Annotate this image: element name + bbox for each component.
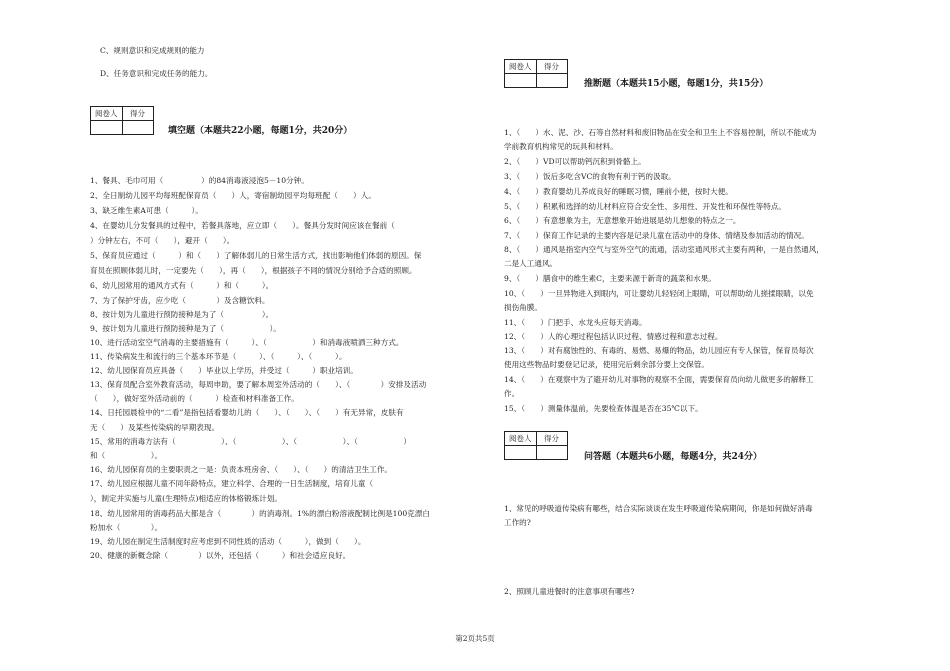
judge-question-line: 学前教育机构常见的玩具和材料。: [504, 142, 618, 151]
score-label: 得分: [122, 107, 153, 121]
score-cell[interactable]: [536, 446, 567, 460]
judge-question-line: 10、（ ）一旦异物进入到眼内，可让婴幼儿轻轻闭上眼睛，可以帮助幼儿搓揉眼睛，以免: [504, 289, 814, 298]
fill-question-line: 无（ ）及某些传染病的早期表现。: [90, 423, 220, 432]
fill-question-line: 20、健康的新概念除（ ）以外，还包括（ ）和社会适应良好。: [90, 551, 351, 560]
fill-question-line: 和（ ）。: [90, 451, 163, 460]
fill-question-line: 育员在照顾体弱儿时，一定要先（ ），再（ ），根据孩子不同的情况分别给予合适的照顾。: [90, 266, 417, 275]
score-cell[interactable]: [122, 121, 153, 135]
fill-question-line: （ ），做好室外活动前的（ ）检查和材料准备工作。: [90, 394, 299, 403]
fill-question-line: 4、在婴幼儿分发餐具的过程中，若餐具落地，应立即（ ）。餐具分发时间应该在餐前（: [90, 221, 395, 230]
qa-question-2: 2、照顾儿童进餐时的注意事项有哪些?: [504, 587, 635, 596]
score-label: 得分: [536, 60, 567, 74]
judge-question-line: 损伤角膜。: [504, 303, 542, 312]
fill-question-line: 15、常用的消毒方法有（ ）、（ ）、（ ）、（ ）: [90, 437, 411, 446]
fill-question-line: 1、餐具、毛巾可用（ ）的84消毒液浸泡5－10分钟。: [90, 176, 309, 185]
fill-question-line: 10、进行活动室空气消毒的主要措施有（ ）、（ ）和消毒液喷洒三种方式。: [90, 338, 404, 347]
fill-question-line: 13、保育员配合室外教育活动，每周申助，要了解本周室外活动的（ ）、（ ）安排及活动: [90, 380, 427, 389]
judge-question-line: 3、（ ）饭后多吃含VC的食物有利于钙的汲取。: [504, 172, 676, 181]
reviewer-cell[interactable]: [505, 446, 537, 460]
reviewer-cell[interactable]: [91, 121, 123, 135]
reviewer-cell[interactable]: [505, 74, 537, 88]
fill-question-line: 3、缺乏维生素A可患（ ）。: [90, 206, 203, 215]
qa-question-1-line-1: 1、常见的呼吸道传染病有哪些，结合实际谈谈在发生呼吸道传染病期间，你是如何做好消毒: [504, 504, 813, 513]
option-c: C、规则意识和完成规则的能力: [100, 46, 205, 55]
judge-question-line: 使用这些物品时要登记记录，使用完后剩余部分要上交保管。: [504, 360, 710, 369]
fill-question-line: 17、幼儿园应根据儿童不同年龄特点，建立科学、合理的一日生活制度，培育儿童（: [90, 479, 374, 488]
qa-score-table: [504, 431, 568, 460]
page-footer: 第2页共5页: [455, 634, 495, 643]
fill-question-line: 19、幼儿园在制定生活制度时应考虑到不同性质的活动（ ），做到（ ）。: [90, 537, 366, 546]
judge-question-line: 2、（ ）VD可以帮助钙沉积到骨骼上。: [504, 157, 646, 166]
qa-section-heading: 问答题（本题共6小题，每题4分，共24分）: [584, 452, 763, 462]
fill-question-line: 7、为了保护牙齿，应少吃（ ）及含糖饮料。: [90, 296, 270, 305]
fill-question-line: 9、按计划为儿童进行预防接种是为了（ ）。: [90, 324, 281, 333]
judge-question-line: 12、（ ）人的心理过程包括认识过程、情感过程和意志过程。: [504, 332, 723, 341]
fill-question-line: 5、保育员应通过（ ）和（ ）了解体弱儿的日常生活方式，找出影响他们体弱的原因。保: [90, 251, 422, 260]
reviewer-label: 阅卷人: [91, 107, 123, 121]
judge-question-line: 二是人工通风。: [504, 259, 558, 268]
fill-question-line: 16、幼儿园保育员的主要职责之一是：负责本班房舍、（ ）、（ ）的清洁卫生工作。: [90, 465, 393, 474]
score-label: 得分: [536, 432, 567, 446]
reviewer-label: 阅卷人: [505, 432, 537, 446]
judge-question-line: 15、（ ）测量体温前，先要检查体温是否在35℃以下。: [504, 404, 703, 413]
judge-question-line: 4、（ ）教育婴幼儿养成良好的睡眠习惯，睡前小便，按时大便。: [504, 187, 733, 196]
fill-question-line: 18、幼儿园常用的消毒药品大都是含（ ）的消毒剂。1%的漂白粉溶液配制比例是100克漂白: [90, 509, 430, 518]
fill-question-line: ），制定并实施与儿童(生理特点)相适应的体格锻炼计划。: [90, 494, 282, 503]
judge-question-line: 7、（ ）保育工作记录的主要内容是记录儿童在活动中的身体、情绪及参加活动的情况。: [504, 231, 809, 240]
qa-question-1-line-2: 工作的?: [504, 518, 531, 527]
judge-question-line: 11、（ ）门把手、水龙头应每天消毒。: [504, 318, 647, 327]
reviewer-label: 阅卷人: [505, 60, 537, 74]
judge-question-line: 14、（ ）在观察中为了避开幼儿对事物的观察不全面，需要保育员向幼儿做更多的解释工: [504, 375, 814, 384]
fill-question-line: 11、传染病发生和流行的三个基本环节是（ ）、（ ）、（ ）。: [90, 352, 347, 361]
judge-section-heading: 推断题（本题共15小题，每题1分，共15分）: [584, 79, 769, 89]
fill-question-line: 8、按计划为儿童进行预防接种是为了（ ）。: [90, 310, 274, 319]
judge-question-line: 作。: [504, 389, 520, 398]
judge-question-line: 9、（ ）膳食中的维生素C，主要来源于新奇的蔬菜和水果。: [504, 274, 716, 283]
fill-question-line: 12、幼儿园保育员应具备（ ）毕业以上学历，并受过（ ）职业培训。: [90, 366, 358, 375]
fill-question-line: ）分钟左右，不可（ ），避开（ ）。: [90, 236, 235, 245]
fill-score-table: [90, 106, 154, 135]
fill-question-line: 6、幼儿园常用的通风方式有（ ）和（ ）。: [90, 281, 274, 290]
fill-question-line: 2、全日制幼儿园平均每班配保育员（ ）人，寄宿制幼园平均每班配（ ）人。: [90, 191, 376, 200]
score-cell[interactable]: [536, 74, 567, 88]
judge-question-line: 8、（ ）通风是指室内空气与室外空气的流通，活动室通风形式主要有两种，一是自然通风，: [504, 245, 824, 254]
judge-question-line: 1、（ ）水、泥、沙、石等自然材料和废旧物品在安全和卫生上不容易控制，所以不能成为: [504, 128, 817, 137]
judge-question-line: 6、（ ）有意想象为主，无意想象开始进展是幼儿想象的特点之一。: [504, 216, 741, 225]
fill-section-heading: 填空题（本题共22小题，每题1分，共20分）: [168, 126, 353, 136]
fill-question-line: 14、日托园晨检中的“二看”是指包括看婴幼儿的（ ）、（ ）、（ ）有无异常，皮肤有: [90, 408, 404, 417]
judge-question-line: 5、（ ）积累和选择的幼儿材料应符合安全性、多用性、开发性和环保性等特点。: [504, 202, 786, 211]
fill-question-line: 粉加水（ ）。: [90, 523, 163, 532]
option-d: D、任务意识和完成任务的能力。: [100, 69, 213, 78]
judge-score-table: [504, 59, 568, 88]
judge-question-line: 13、（ ）对有腐蚀性的、有毒的、易燃、易爆的物品，幼儿园应有专人保管，保育员每次: [504, 346, 814, 355]
